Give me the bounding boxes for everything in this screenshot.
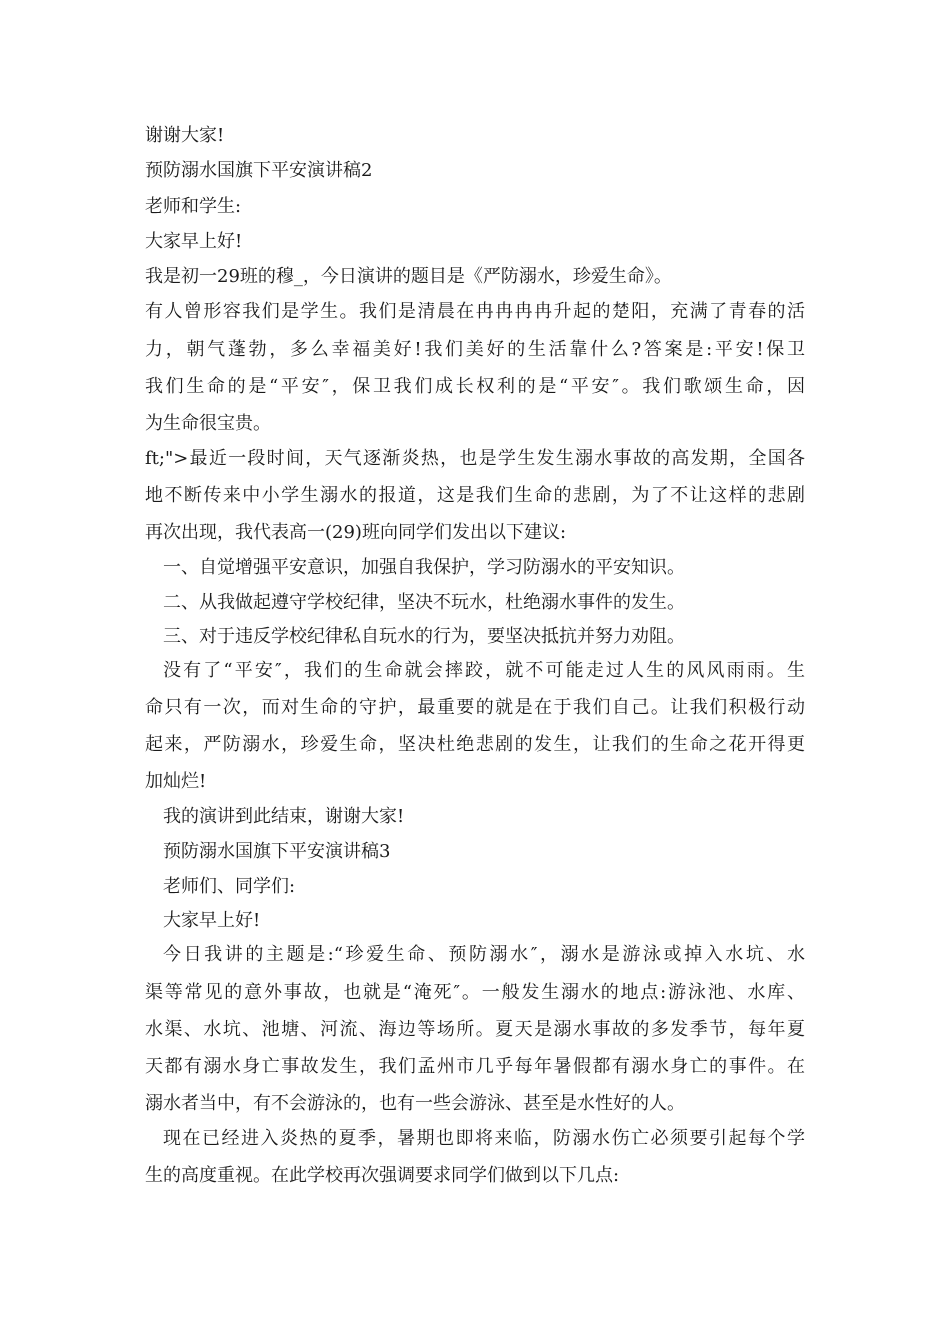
text-line: 现在已经进入炎热的夏季，暑期也即将来临，防溺水伤亡必须要引起每个学	[163, 1128, 805, 1149]
text-line: 我的演讲到此结束，谢谢大家!	[163, 806, 405, 827]
list-item: 二、从我做起遵守学校纪律，坚决不玩水，杜绝溺水事件的发生。	[163, 592, 685, 613]
section-heading: 预防溺水国旗下平安演讲稿2	[145, 160, 373, 181]
text-line: 生的高度重视。在此学校再次强调要求同学们做到以下几点:	[145, 1165, 620, 1186]
text-line: 老师和学生:	[145, 196, 242, 217]
text-line: 大家早上好!	[145, 231, 243, 252]
text-line: 溺水者当中，有不会游泳的，也有一些会游泳、甚至是水性好的人。	[145, 1093, 685, 1114]
text-line: ft;">最近一段时间，天气逐渐炎热，也是学生发生溺水事故的高发期，全国各	[145, 448, 805, 469]
section-heading: 预防溺水国旗下平安演讲稿3	[163, 841, 391, 862]
text-line: 渠等常见的意外事故，也就是“淹死″。一般发生溺水的地点:游泳池、水库、	[145, 982, 805, 1003]
list-item: 一、自觉增强平安意识，加强自我保护，学习防溺水的平安知识。	[163, 557, 685, 578]
text-line: 命只有一次，而对生命的守护，最重要的就是在于我们自己。让我们积极行动	[145, 697, 805, 718]
text-line: 水渠、水坑、池塘、河流、海边等场所。夏天是溺水事故的多发季节，每年夏	[145, 1019, 805, 1040]
text-line: 我是初一29班的穆_，今日演讲的题目是《严防溺水，珍爱生命》。	[145, 266, 672, 287]
text-line: 天都有溺水身亡事故发生，我们孟州市几乎每年暑假都有溺水身亡的事件。在	[145, 1056, 805, 1077]
text-line: 起来，严防溺水，珍爱生命，坚决杜绝悲剧的发生，让我们的生命之花开得更	[145, 734, 805, 755]
text-line: 谢谢大家!	[145, 125, 225, 146]
text-line: 地不断传来中小学生溺水的报道，这是我们生命的悲剧，为了不让这样的悲剧	[145, 485, 805, 506]
text-line: 今日我讲的主题是:“珍爱生命、预防溺水″，溺水是游泳或掉入水坑、水	[163, 944, 805, 965]
text-line: 我们生命的是“平安″，保卫我们成长权利的是“平安″。我们歌颂生命，因	[145, 376, 805, 397]
text-line: 大家早上好!	[163, 910, 261, 931]
text-line: 加灿烂!	[145, 771, 207, 792]
text-line: 老师们、同学们:	[163, 876, 296, 897]
text-line: 力，朝气蓬勃，多么幸福美好!我们美好的生活靠什么?答案是:平安!保卫	[145, 339, 805, 360]
text-line: 没有了“平安″，我们的生命就会摔跤，就不可能走过人生的风风雨雨。生	[163, 660, 805, 681]
text-line: 有人曾形容我们是学生。我们是清晨在冉冉冉冉升起的楚阳，充满了青春的活	[145, 301, 805, 322]
text-line: 为生命很宝贵。	[145, 413, 271, 434]
text-line: 再次出现，我代表高一(29)班向同学们发出以下建议:	[145, 522, 567, 543]
list-item: 三、对于违反学校纪律私自玩水的行为，要坚决抵抗并努力劝阻。	[163, 626, 685, 647]
